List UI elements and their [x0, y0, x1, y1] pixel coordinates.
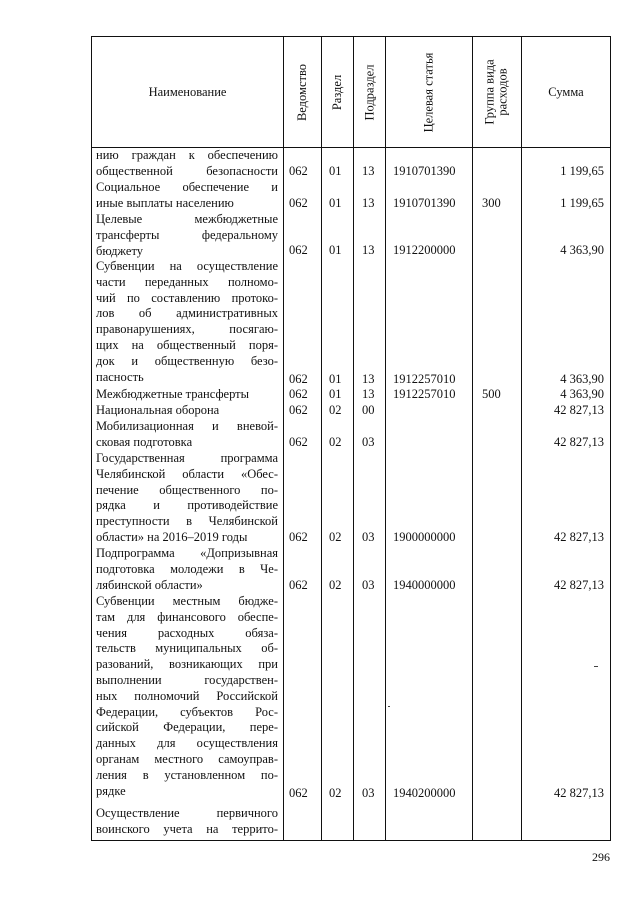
cell-podrazdel: 13 [362, 196, 375, 210]
cell-razdel: 02 [329, 403, 342, 417]
row-name-line: там для финансового обеспе- [96, 609, 278, 624]
table-row [96, 546, 278, 593]
row-name-line: подготовка молодежи в Че- [96, 561, 278, 576]
table-row [96, 403, 278, 419]
header-gruppa-vida-rashodov [473, 37, 521, 147]
row-name-line: трансферты федеральному [96, 227, 278, 242]
cell-podrazdel: 13 [362, 372, 375, 386]
cell-summa: 1 199,65 [560, 164, 604, 178]
header-gruppa-text [484, 59, 510, 124]
cell-razdel: 01 [329, 243, 342, 257]
row-name-line: сийской Федерации, пере- [96, 720, 278, 735]
row-name-line: Государственная программа [96, 451, 278, 465]
scan-speck [594, 666, 598, 667]
cell-celevaya-statya: 1900000000 [393, 530, 456, 544]
cell-summa: 4 363,90 [560, 387, 604, 401]
cell-summa: 42 827,13 [554, 578, 604, 592]
column-divider [610, 36, 611, 840]
cell-podrazdel: 13 [362, 164, 375, 178]
row-name-line: док и общественную безо- [96, 353, 278, 368]
header-razdel-text: Раздел [330, 74, 345, 110]
row-name-line: Осуществление первичного [96, 806, 278, 820]
cell-summa: 1 199,65 [560, 196, 604, 210]
table-row [96, 180, 278, 212]
header-celevaya-statya [386, 37, 472, 147]
cell-summa: 42 827,13 [554, 530, 604, 544]
header-podrazdel [354, 37, 385, 147]
row-name-line: рядка и противодействие [96, 498, 278, 513]
row-name-line: чий по составлению протоко- [96, 290, 278, 305]
table-row [96, 259, 278, 385]
row-name-line: бюджету [96, 243, 143, 258]
row-name-line: сковая подготовка [96, 434, 193, 449]
row-name-line: Мобилизационная и вневой- [96, 419, 278, 433]
table-row [96, 451, 278, 546]
cell-podrazdel: 03 [362, 786, 375, 800]
cell-celevaya-statya: 1910701390 [393, 196, 456, 210]
row-name-line: части переданных полномо- [96, 274, 278, 289]
cell-summa: 42 827,13 [554, 786, 604, 800]
table-row [96, 212, 278, 259]
header-summa [522, 37, 610, 147]
cell-celevaya-statya: 1912257010 [393, 387, 456, 401]
cell-razdel: 01 [329, 164, 342, 178]
header-summa-text: Сумма [548, 84, 584, 99]
table-row [96, 419, 278, 451]
cell-podrazdel: 03 [362, 435, 375, 449]
cell-razdel: 01 [329, 372, 342, 386]
row-name-line: области» на 2016–2019 годы [96, 529, 248, 544]
row-name-line: щих на общественный поря- [96, 337, 278, 352]
cell-vedomstvo: 062 [289, 243, 308, 257]
header-razdel [322, 37, 353, 147]
cell-razdel: 02 [329, 578, 342, 592]
cell-vedomstvo: 062 [289, 372, 308, 386]
cell-celevaya-statya: 1910701390 [393, 164, 456, 178]
cell-podrazdel: 03 [362, 578, 375, 592]
cell-vedomstvo: 062 [289, 578, 308, 592]
cell-vedomstvo: 062 [289, 403, 308, 417]
row-name-line: Межбюджетные трансферты [96, 387, 250, 401]
header-podrazdel-text: Подраздел [362, 64, 376, 120]
cell-vedomstvo: 062 [289, 387, 308, 401]
row-name-line: печение общественного по- [96, 482, 278, 497]
row-name-line: данных для осуществления [96, 736, 278, 751]
row-name-line: выполнении государствен- [96, 672, 278, 687]
cell-summa: 42 827,13 [554, 403, 604, 417]
row-name-line: лов об административных [96, 306, 278, 321]
cell-razdel: 02 [329, 530, 342, 544]
cell-vedomstvo: 062 [289, 164, 308, 178]
column-divider [353, 36, 354, 840]
cell-razdel: 01 [329, 196, 342, 210]
row-name-line: лябинской области» [96, 577, 203, 592]
cell-summa: 4 363,90 [560, 243, 604, 257]
cell-celevaya-statya: 1912200000 [393, 243, 456, 257]
row-name-line: ных полномочий Российской [96, 688, 278, 703]
cell-vedomstvo: 062 [289, 196, 308, 210]
row-name-line: органам местного самоуправ- [96, 751, 278, 766]
row-name-line: иные выплаты населению [96, 195, 234, 210]
row-name-line: Федерации, субъектов Рос- [96, 704, 278, 719]
row-name-line: преступности в Челябинской [96, 514, 278, 529]
header-gruppa-line2: расходов [496, 68, 511, 116]
column-divider [472, 36, 473, 840]
cell-podrazdel: 13 [362, 387, 375, 401]
column-divider [321, 36, 322, 840]
cell-vedomstvo: 062 [289, 786, 308, 800]
cell-celevaya-statya: 1912257010 [393, 372, 456, 386]
row-name-line: рядке [96, 783, 126, 798]
cell-vedomstvo: 062 [289, 435, 308, 449]
row-name-line: Челябинской области «Обес- [96, 466, 278, 481]
row-name-line: Национальная оборона [96, 403, 220, 417]
row-name-line: Целевые межбюджетные [96, 212, 278, 226]
page-number: 296 [592, 850, 610, 864]
row-name-line: пасность [96, 369, 144, 384]
cell-vedomstvo: 062 [289, 530, 308, 544]
row-name-line: воинского учета на террито- [96, 821, 278, 836]
cell-celevaya-statya: 1940200000 [393, 786, 456, 800]
header-vedomstvo [284, 37, 321, 147]
column-divider [385, 36, 386, 840]
row-name-line: ления в установленном по- [96, 767, 278, 782]
header-gruppa-line1: Группа вида [483, 59, 498, 125]
row-name-line: нию граждан к обеспечению [96, 148, 278, 162]
row-name-line: Социальное обеспечение и [96, 180, 278, 194]
table-row [96, 806, 278, 838]
row-name-line: Субвенции на осуществление [96, 259, 278, 273]
cell-summa: 4 363,90 [560, 372, 604, 386]
table-row [96, 148, 278, 180]
cell-razdel: 01 [329, 387, 342, 401]
row-name-line: разований, возникающих при [96, 657, 278, 672]
row-name-line: правонарушениях, посягаю- [96, 322, 278, 337]
column-divider [91, 36, 92, 840]
row-name-line: Подпрограмма «Допризывная [96, 546, 278, 560]
table-row [96, 387, 278, 403]
header-celevaya-statya-text: Целевая статья [421, 52, 436, 132]
cell-razdel: 02 [329, 786, 342, 800]
row-name-line: тельств муниципальных об- [96, 641, 278, 656]
cell-celevaya-statya: 1940000000 [393, 578, 456, 592]
table-bottom-border [91, 840, 611, 841]
header-vedomstvo-text: Ведомство [295, 63, 309, 121]
table-row [96, 594, 278, 799]
cell-podrazdel: 03 [362, 530, 375, 544]
cell-gruppa: 300 [482, 196, 501, 210]
cell-gruppa: 500 [482, 387, 501, 401]
cell-podrazdel: 00 [362, 403, 375, 417]
cell-podrazdel: 13 [362, 243, 375, 257]
cell-summa: 42 827,13 [554, 435, 604, 449]
row-name-line: Субвенции местным бюдже- [96, 594, 278, 608]
header-name [92, 37, 283, 147]
row-name-line: чения расходных обяза- [96, 625, 278, 640]
column-divider [283, 36, 284, 840]
scan-speck [388, 706, 390, 707]
column-divider [521, 36, 522, 840]
cell-razdel: 02 [329, 435, 342, 449]
row-name-line: общественной безопасности [96, 163, 278, 178]
header-name-text: Наименование [148, 84, 227, 99]
